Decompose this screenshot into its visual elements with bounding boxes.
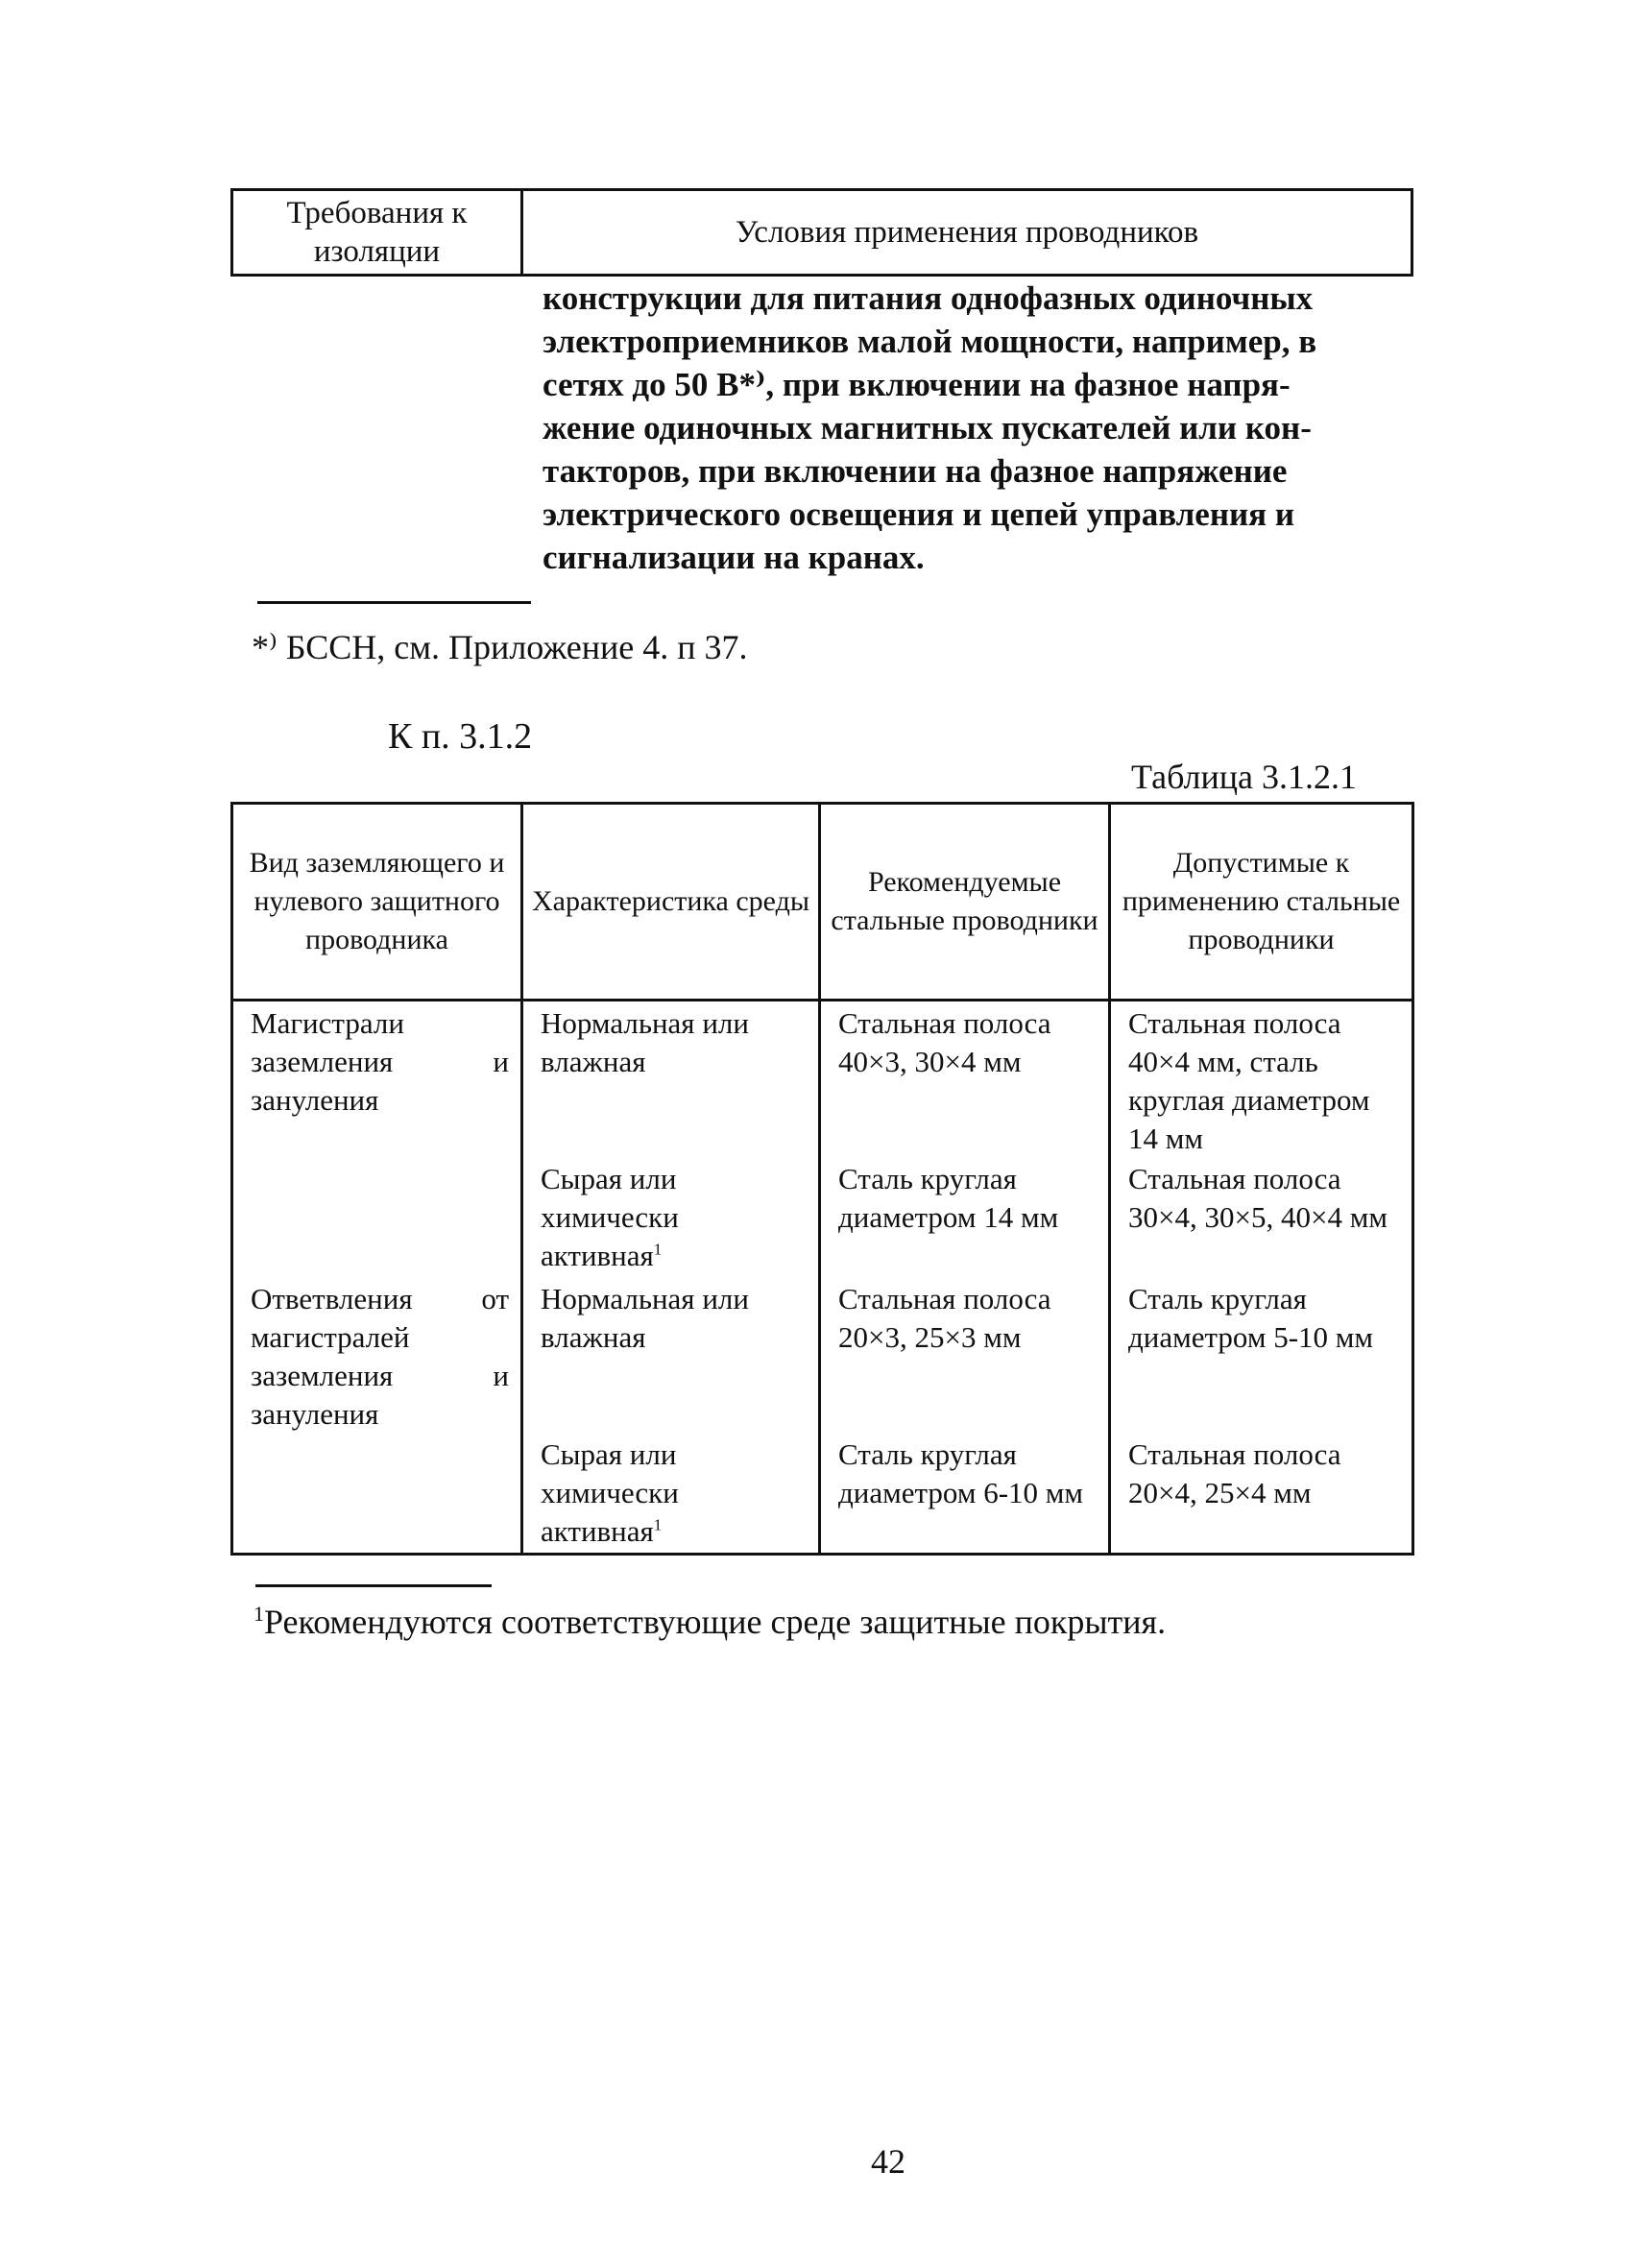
footnote-ref: 1	[653, 1515, 663, 1534]
section-reference: К п. 3.1.2	[388, 716, 533, 757]
env-text: Сырая или химически активная	[541, 1437, 679, 1548]
footnote-marker: 1	[253, 1602, 264, 1626]
cell-recommended: Стальная полоса 40×3, 30×4 мм	[820, 1001, 1110, 1161]
header-insulation-requirements: Требования к изоляции	[233, 191, 523, 274]
footnote-marker: *⁾	[252, 628, 278, 666]
cell-allowed: Стальная полоса 30×4, 30×5, 40×4 мм	[1110, 1160, 1413, 1277]
footnote-separator	[255, 1584, 492, 1587]
footnote-text: Рекомендуются соответствующие среде защитные покрытия.	[264, 1603, 1167, 1641]
cell-env: Нормальная или влажная	[522, 1277, 820, 1436]
footnote-ref: 1	[653, 1240, 663, 1259]
footnote-coatings	[253, 1602, 1166, 1642]
body-line: жение одиночных магнитных пускателей или кон-	[543, 409, 1312, 446]
table-row	[232, 1436, 1413, 1555]
body-line: сетях до 50 В*⁾, при включении на фазное напря-	[543, 366, 1291, 403]
header-allowed: Допустимые к применению стальные проводники	[1110, 804, 1413, 1001]
cell-allowed: Сталь круглая диаметром 5-10 мм	[1110, 1277, 1413, 1436]
header-conductor-conditions: Условия применения проводников	[735, 214, 1199, 250]
continued-table-header	[230, 188, 1413, 277]
cell-type	[232, 1160, 522, 1277]
cell-allowed: Стальная полоса 20×4, 25×4 мм	[1110, 1436, 1413, 1555]
table-label: Таблица 3.1.2.1	[1131, 758, 1357, 796]
cell-recommended: Сталь круглая диаметром 14 мм	[820, 1160, 1110, 1277]
header-recommended: Рекомендуемые стальные проводники	[820, 804, 1110, 1001]
header-conductor-type: Вид заземляющего и нулевого защитного проводника	[232, 804, 522, 1001]
body-line: такторов, при включении на фазное напряжение	[543, 452, 1288, 490]
cell-type: Магистрали заземления и зануления	[232, 1001, 522, 1161]
env-text: Сырая или химически активная	[541, 1162, 679, 1272]
body-line: электрического освещения и цепей управления и	[543, 495, 1295, 533]
footnote-text: БССН, см. Приложение 4. п 37.	[285, 628, 748, 666]
cell-type	[232, 1436, 522, 1555]
body-line: сигнализации на кранах.	[543, 539, 925, 576]
cell-env	[522, 1436, 820, 1555]
footnote-bssn	[252, 627, 748, 667]
table-row	[232, 1001, 1413, 1161]
table-row	[232, 1160, 1413, 1277]
continued-table-body-text	[543, 277, 1388, 579]
header-environment: Характеристика среды	[522, 804, 820, 1001]
page-number: 42	[871, 2142, 905, 2181]
cell-env: Нормальная или влажная	[522, 1001, 820, 1161]
cell-allowed: Стальная полоса 40×4 мм, сталь круглая диаметром 14 мм	[1110, 1001, 1413, 1161]
body-line: конструкции для питания однофазных одиночных	[543, 279, 1314, 317]
body-line: электроприемников малой мощности, например, в	[543, 323, 1317, 360]
cell-recommended: Сталь круглая диаметром 6-10 мм	[820, 1436, 1110, 1555]
footnote-separator	[257, 601, 531, 604]
table-row	[232, 1277, 1413, 1436]
table-header-row	[232, 804, 1413, 1001]
cell-recommended: Стальная полоса 20×3, 25×3 мм	[820, 1277, 1110, 1436]
cell-env	[522, 1160, 820, 1277]
steel-conductors-table	[230, 802, 1414, 1556]
cell-type: Ответвления от магистралей заземления и зануления	[232, 1277, 522, 1436]
